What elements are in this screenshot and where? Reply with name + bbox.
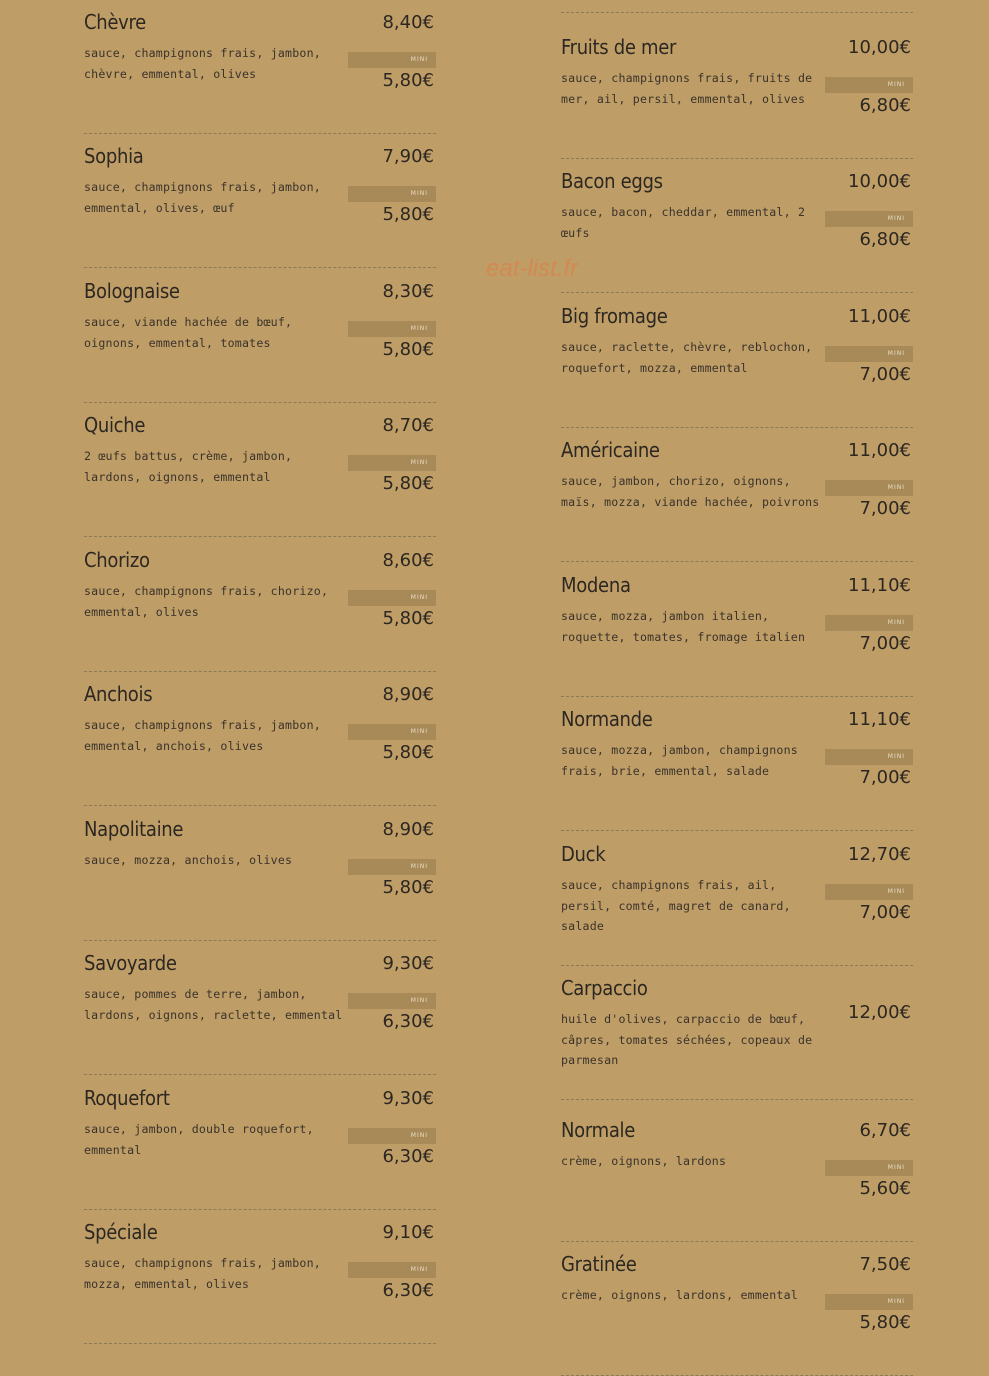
item-description: 2 œufs battus, crème, jambon, lardons, oignons, emmental [84,449,293,484]
mini-label: MINI [825,1160,913,1176]
item-name: Duck [561,842,606,866]
divider [84,1074,436,1075]
item-name: Chèvre [84,10,146,34]
item-price: 12,00€ [848,1002,911,1023]
item-price: 7,50€ [859,1254,911,1275]
mini-price: 5,80€ [382,70,434,91]
item-description: sauce, mozza, jambon, champignons frais, brie, emmental, salade [561,743,798,778]
divider [561,1099,913,1100]
item-price: 11,00€ [848,440,911,461]
item-name: Spéciale [84,1220,158,1244]
item-name: Gratinée [561,1252,637,1276]
menu-item [561,25,913,159]
mini-label: MINI [825,1294,913,1310]
item-name: Carpaccio [561,976,648,1000]
item-name: Normande [561,707,653,731]
mini-label: MINI [348,321,436,337]
item-description: crème, oignons, lardons [561,1154,727,1168]
mini-label: MINI [348,590,436,606]
divider [561,292,913,293]
divider [561,561,913,562]
menu-item [561,563,913,697]
mini-price: 6,80€ [859,229,911,250]
item-price: 12,70€ [848,844,911,865]
item-price: 11,10€ [848,575,911,596]
item-name: Américaine [561,438,660,462]
item-name: Normale [561,1118,636,1142]
item-price: 8,60€ [382,550,434,571]
mini-price: 5,80€ [382,742,434,763]
menu-item [561,1108,913,1242]
mini-label: MINI [348,186,436,202]
item-name: Fruits de mer [561,35,677,59]
mini-price: 7,00€ [859,364,911,385]
item-price: 8,90€ [382,819,434,840]
mini-price: 5,80€ [382,339,434,360]
item-description: sauce, champignons frais, jambon, mozza, emmental, olives [84,1256,321,1291]
item-name: Modena [561,573,631,597]
mini-label: MINI [825,749,913,765]
mini-price: 7,00€ [859,902,911,923]
mini-price: 5,80€ [382,473,434,494]
menu-item [84,134,436,268]
item-name: Sophia [84,144,144,168]
item-description: sauce, champignons frais, fruits de mer, ail, persil, emmental, olives [561,71,813,106]
divider [84,267,436,268]
item-price: 9,30€ [382,953,434,974]
item-description: sauce, mozza, anchois, olives [84,853,293,867]
mini-label: MINI [825,615,913,631]
mini-label: MINI [348,52,436,68]
item-description: sauce, champignons frais, jambon, emmental, anchois, olives [84,718,321,753]
mini-label: MINI [348,724,436,740]
mini-price: 5,80€ [382,608,434,629]
item-description: sauce, jambon, chorizo, oignons, maïs, mozza, viande hachée, poivrons [561,474,820,509]
mini-price: 7,00€ [859,767,911,788]
mini-price: 5,80€ [382,877,434,898]
item-description: huile d'olives, carpaccio de bœuf, câpres, tomates séchées, copeaux de parmesan [561,1012,813,1067]
mini-price: 7,00€ [859,498,911,519]
mini-label: MINI [825,211,913,227]
item-name: Chorizo [84,548,150,572]
item-name: Savoyarde [84,951,177,975]
item-name: Big fromage [561,304,668,328]
item-name: Quiche [84,413,146,437]
mini-label: MINI [348,1262,436,1278]
watermark: eat-list.fr [486,255,579,282]
mini-label: MINI [825,77,913,93]
item-description: sauce, bacon, cheddar, emmental, 2 œufs [561,205,806,240]
menu-item [84,0,436,134]
item-description: sauce, champignons frais, ail, persil, comté, magret de canard, salade [561,878,791,933]
divider [561,830,913,831]
divider [84,1343,436,1344]
item-price: 8,90€ [382,684,434,705]
menu-item [84,941,436,1075]
divider [84,805,436,806]
item-name: Roquefort [84,1086,170,1110]
item-price: 9,30€ [382,1088,434,1109]
menu-item [84,269,436,403]
menu-item [561,428,913,562]
menu-item [561,1242,913,1376]
mini-price: 6,30€ [382,1011,434,1032]
mini-label: MINI [825,346,913,362]
mini-price: 5,80€ [382,204,434,225]
item-price: 8,40€ [382,12,434,33]
item-description: sauce, mozza, jambon italien, roquette, tomates, fromage italien [561,609,806,644]
menu-item [561,832,913,966]
item-price: 8,70€ [382,415,434,436]
item-name: Napolitaine [84,817,184,841]
menu-item [561,966,913,1100]
item-price: 10,00€ [848,171,911,192]
item-description: sauce, pommes de terre, jambon, lardons, oignons, raclette, emmental [84,987,343,1022]
item-name: Bolognaise [84,279,180,303]
item-price: 11,00€ [848,306,911,327]
mini-price: 6,30€ [382,1146,434,1167]
item-price: 10,00€ [848,37,911,58]
item-price: 7,90€ [382,146,434,167]
menu-item [84,1210,436,1344]
menu-item [561,697,913,831]
menu-item [561,294,913,428]
menu-item [84,672,436,806]
divider [84,536,436,537]
mini-label: MINI [348,455,436,471]
item-price: 11,10€ [848,709,911,730]
mini-price: 7,00€ [859,633,911,654]
item-description: sauce, champignons frais, chorizo, emmental, olives [84,584,329,619]
item-description: sauce, champignons frais, jambon, emmental, olives, œuf [84,180,321,215]
menu-item [84,538,436,672]
menu-item [84,1076,436,1210]
item-description: crème, oignons, lardons, emmental [561,1288,798,1302]
mini-price: 6,80€ [859,95,911,116]
mini-label: MINI [348,1128,436,1144]
item-price: 6,70€ [859,1120,911,1141]
item-description: sauce, raclette, chèvre, reblochon, roquefort, mozza, emmental [561,340,813,375]
mini-price: 5,60€ [859,1178,911,1199]
item-description: sauce, viande hachée de bœuf, oignons, emmental, tomates [84,315,293,350]
item-price: 8,30€ [382,281,434,302]
divider [561,12,913,13]
item-description: sauce, jambon, double roquefort, emmental [84,1122,314,1157]
menu-item [84,807,436,941]
item-name: Bacon eggs [561,169,663,193]
menu-item [561,159,913,293]
mini-price: 6,30€ [382,1280,434,1301]
item-description: sauce, champignons frais, jambon, chèvre, emmental, olives [84,46,321,81]
mini-label: MINI [825,480,913,496]
mini-label: MINI [348,993,436,1009]
item-name: Anchois [84,682,153,706]
mini-price: 5,80€ [859,1312,911,1333]
mini-label: MINI [825,884,913,900]
menu-item [84,403,436,537]
item-price: 9,10€ [382,1222,434,1243]
mini-label: MINI [348,859,436,875]
